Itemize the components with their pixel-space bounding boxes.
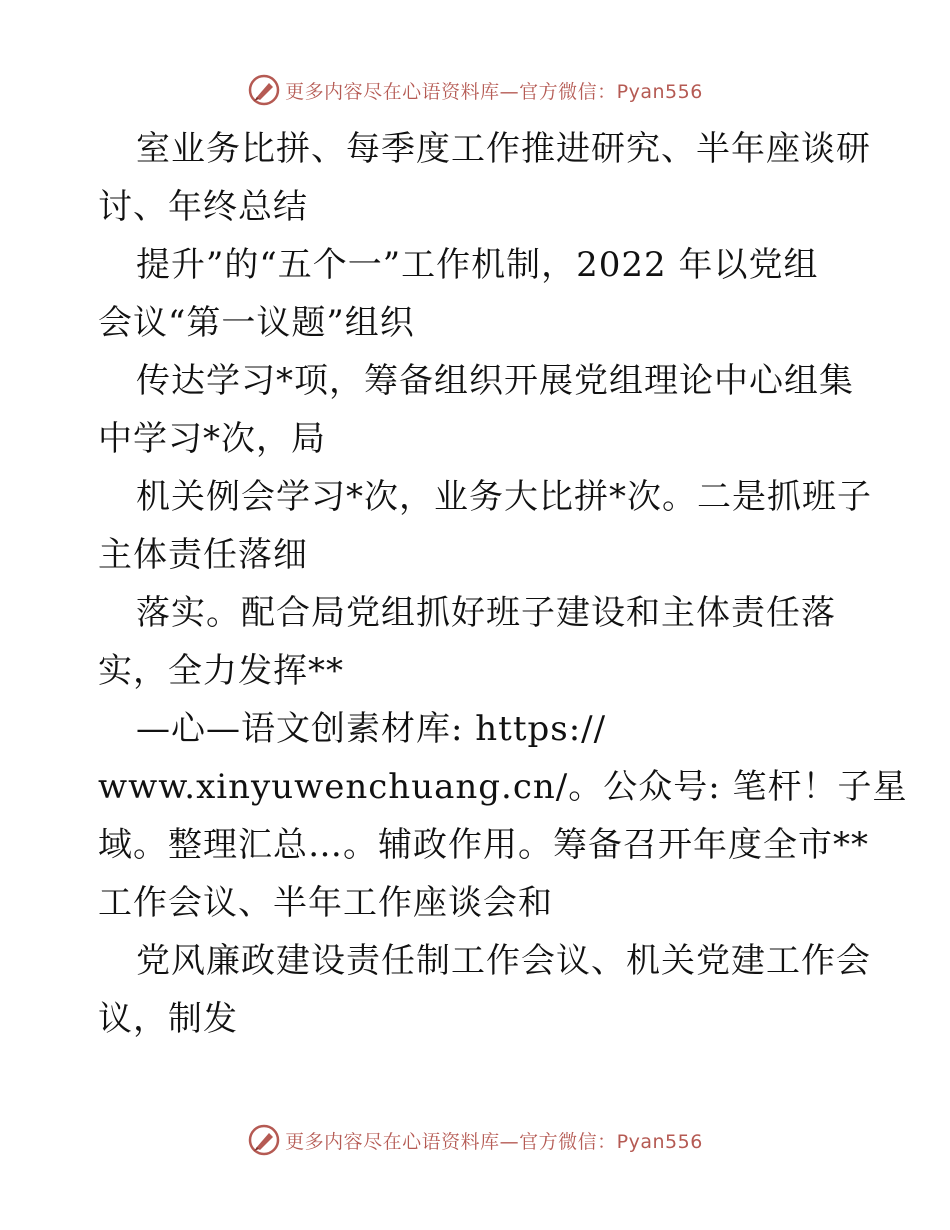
header-banner-text: 更多内容尽在心语资料库—官方微信：Pyan556 (285, 80, 703, 103)
body-line: 主体责任落细 (98, 535, 308, 575)
body-line: 工作会议、半年工作座谈会和 (98, 883, 553, 923)
body-line: 域。整理汇总…。辅政作用。筹备召开年度全市** (98, 825, 869, 865)
footer-banner (0, 1120, 950, 1160)
body-line: 议，制发 (98, 999, 238, 1039)
header-banner (0, 70, 950, 110)
body-line: 机关例会学习*次，业务大比拼*次。二是抓班子 (136, 477, 872, 517)
body-line: www.xinyuwenchuang.cn/。公众号: 笔杆！子星 (98, 767, 908, 807)
body-line: 实，全力发挥** (98, 651, 344, 691)
pen-seal-icon (247, 1123, 281, 1157)
body-line: 会议“第一议题”组织 (98, 303, 415, 343)
body-line: —心—语文创素材库: https:// (136, 709, 607, 749)
body-line: 室业务比拼、每季度工作推进研究、半年座谈研 (136, 129, 871, 169)
body-line: 党风廉政建设责任制工作会议、机关党建工作会 (136, 941, 871, 981)
pen-seal-icon (247, 73, 281, 107)
body-line: 提升”的“五个一”工作机制，2022 年以党组 (136, 245, 819, 285)
footer-banner-text: 更多内容尽在心语资料库—官方微信：Pyan556 (285, 1130, 703, 1153)
body-line: 传达学习*项，筹备组织开展党组理论中心组集 (136, 361, 854, 401)
document-body (98, 120, 908, 1048)
body-line: 落实。配合局党组抓好班子建设和主体责任落 (136, 593, 836, 633)
body-line: 中学习*次，局 (98, 419, 326, 459)
body-line: 讨、年终总结 (98, 187, 308, 227)
